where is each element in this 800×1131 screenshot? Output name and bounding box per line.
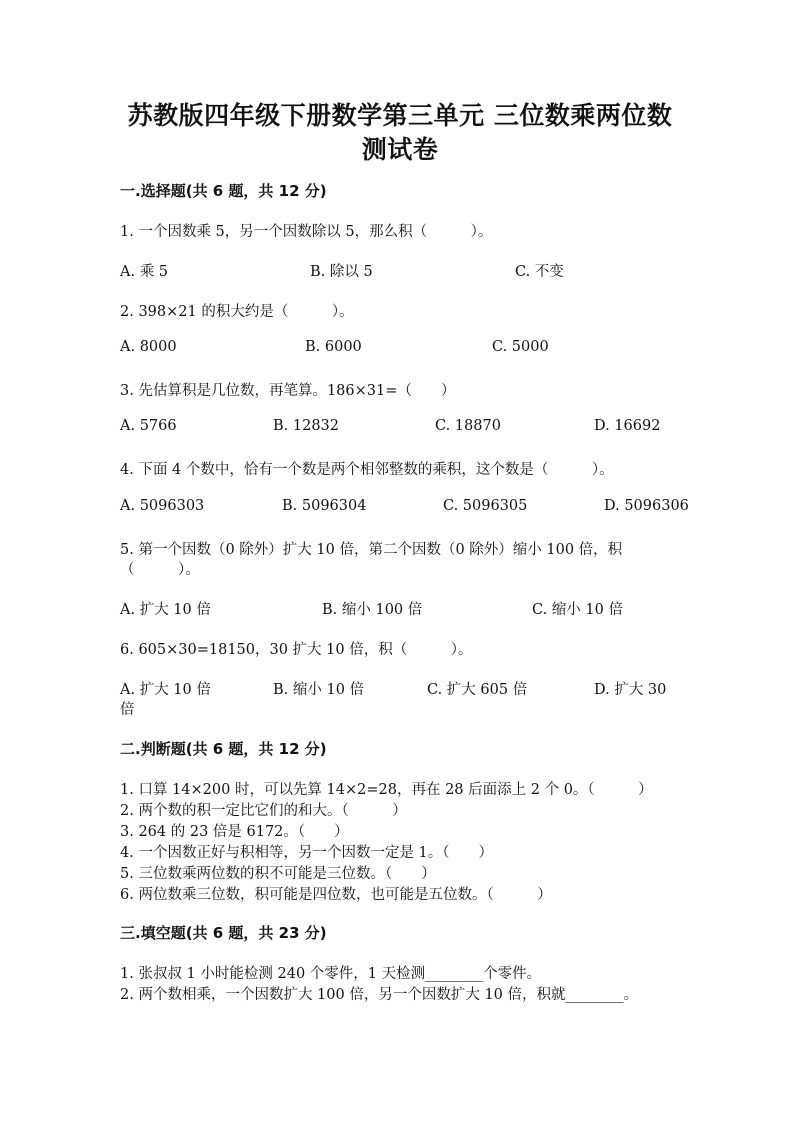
- option-b: B. 12832: [273, 418, 340, 434]
- fill-blank-item: 2. 两个数相乘，一个因数扩大 100 倍，另一个因数扩大 10 倍，积就________。: [120, 987, 639, 1003]
- option-a: A. 5766: [120, 418, 177, 434]
- option-a: A. 8000: [120, 339, 177, 355]
- question-text: 3. 先估算积是几位数，再笔算。186×31=（ ）: [120, 383, 456, 399]
- option-b: B. 6000: [305, 339, 362, 355]
- judgement-item: 1. 口算 14×200 时，可以先算 14×2=28，再在 28 后面添上 2 个 0。（ ）: [120, 782, 653, 798]
- question-text: 5. 第一个因数（0 除外）扩大 10 倍，第二个因数（0 除外）缩小 100 倍，积: [120, 542, 623, 558]
- option-c: C. 扩大 605 倍: [427, 682, 528, 698]
- section-heading-fill-blank: 三.填空题(共 6 题，共 23 分): [120, 924, 327, 942]
- option-c: C. 缩小 10 倍: [532, 602, 623, 618]
- option-c: C. 不变: [515, 264, 564, 280]
- option-a: A. 乘 5: [120, 264, 169, 280]
- section-heading-choice: 一.选择题(共 6 题，共 12 分): [120, 182, 327, 200]
- option-b: B. 缩小 100 倍: [322, 602, 423, 618]
- judgement-item: 6. 两位数乘三位数，积可能是四位数，也可能是五位数。（ ）: [120, 887, 552, 903]
- fill-blank-item: 1. 张叔叔 1 小时能检测 240 个零件，1 天检测________个零件。: [120, 966, 542, 982]
- option-b: B. 缩小 10 倍: [273, 682, 365, 698]
- question-text: 6. 605×30=18150，30 扩大 10 倍，积（ ）。: [120, 642, 473, 658]
- option-b: B. 5096304: [282, 498, 367, 514]
- question-text: 4. 下面 4 个数中，恰有一个数是两个相邻整数的乘积，这个数是（ ）。: [120, 462, 614, 478]
- question-text-continued: （ ）。: [120, 562, 200, 578]
- section-heading-judgement: 二.判断题(共 6 题，共 12 分): [120, 740, 327, 758]
- option-a: A. 扩大 10 倍: [120, 682, 211, 698]
- option-d: D. 5096306: [604, 498, 689, 514]
- option-d-continued: 倍: [120, 702, 135, 718]
- option-a: A. 5096303: [120, 498, 205, 514]
- option-a: A. 扩大 10 倍: [120, 602, 211, 618]
- judgement-item: 5. 三位数乘两位数的积不可能是三位数。（ ）: [120, 866, 436, 882]
- page-title-line2: 测试卷: [361, 135, 439, 164]
- judgement-item: 4. 一个因数正好与积相等，另一个因数一定是 1。（ ）: [120, 845, 494, 861]
- judgement-item: 3. 264 的 23 倍是 6172。（ ）: [120, 824, 349, 840]
- question-text: 2. 398×21 的积大约是（ ）。: [120, 304, 354, 320]
- option-c: C. 18870: [435, 418, 501, 434]
- option-b: B. 除以 5: [310, 264, 373, 280]
- question-text: 1. 一个因数乘 5，另一个因数除以 5，那么积（ ）。: [120, 224, 493, 240]
- page-title: 苏教版四年级下册数学第三单元 三位数乘两位数: [127, 101, 673, 130]
- option-c: C. 5000: [492, 339, 549, 355]
- option-d: D. 扩大 30: [594, 682, 667, 698]
- judgement-item: 2. 两个数的积一定比它们的和大。（ ）: [120, 803, 407, 819]
- option-d: D. 16692: [594, 418, 661, 434]
- option-c: C. 5096305: [443, 498, 528, 514]
